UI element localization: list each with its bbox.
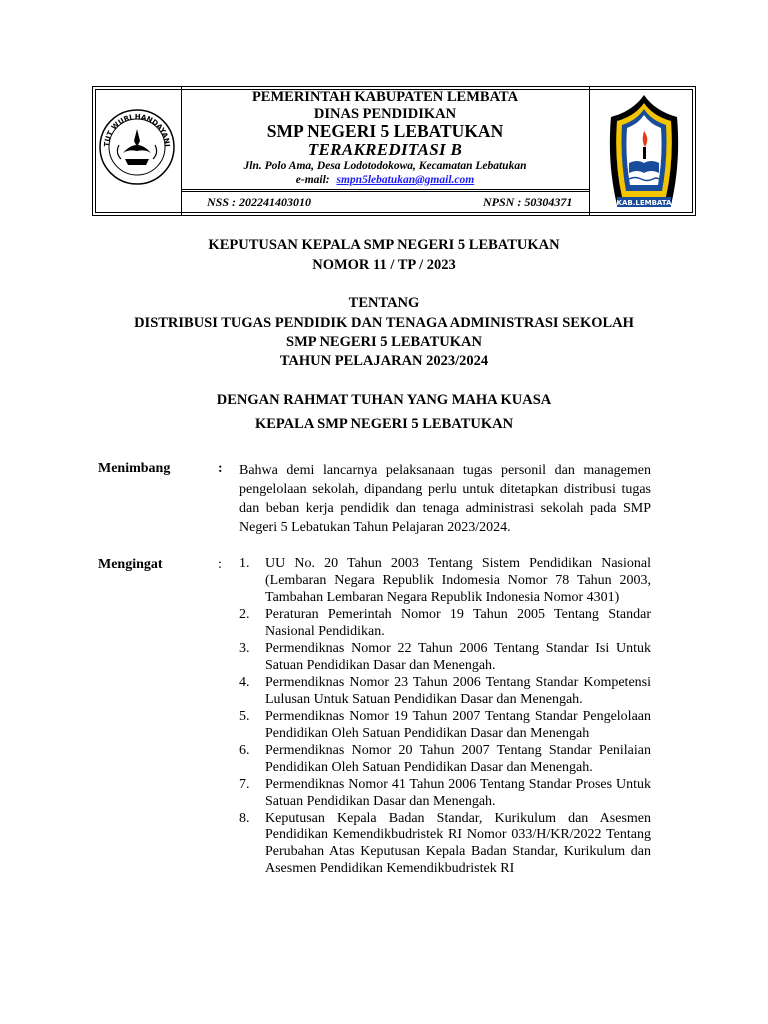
nss-number: NSS : 202241403010 (207, 195, 312, 209)
letterhead-rule (181, 189, 589, 190)
list-item-text: Keputusan Kepala Badan Standar, Kurikulum dan Asesmen Pendidikan Kemendikbudristek RI Nomor 033/H/KR/2022 Tentang Perubahan Atas Keputusan Kepala Badan Standar, Kurikulum dan Asesmen Pendidikan Kemendikbudristek RI (265, 810, 651, 877)
email-label: e-mail: (295, 174, 330, 186)
list-item (239, 607, 651, 641)
list-item (239, 777, 651, 811)
decree-title: KEPUTUSAN KEPALA SMP NEGERI 5 LEBATUKAN (208, 237, 560, 253)
list-item-text: Permendiknas Nomor 22 Tahun 2006 Tentang Standar Isi Untuk Satuan Pendidikan Dasar dan Menengah. (265, 640, 651, 673)
menimbang-text: Bahwa demi lancarnya pelaksanaan tugas personil dan managemen pengelolaan sekolah, dipandang perlu untuk ditetapkan distribusi tugas dan beban kerja pendidik dan tenaga administrasi sekolah pada SMP Negeri 5 Lebatukan Tahun Pelajaran 2023/2024. (239, 463, 651, 535)
letterhead (92, 86, 696, 216)
left-logo-text: TUT WURI HANDAYANI (102, 112, 172, 148)
head-title: KEPALA SMP NEGERI 5 LEBATUKAN (254, 416, 514, 432)
menimbang-label: Menimbang (98, 461, 171, 476)
list-item-text: Permendiknas Nomor 41 Tahun 2006 Tentang Standar Proses Untuk Satuan Pendidikan Dasar dan Menengah. (265, 776, 651, 809)
list-item-number: 2. (239, 606, 250, 622)
npsn-number: NPSN : 50304371 (483, 195, 573, 209)
list-item (239, 641, 651, 675)
list-item (239, 811, 651, 878)
right-logo-text: KAB.LEMBATA (616, 199, 672, 207)
list-item (239, 675, 651, 709)
mengingat-colon: : (218, 557, 222, 572)
mengingat-label: Mengingat (98, 557, 163, 572)
school-address: Jln. Polo Ama, Desa Lodotodokowa, Kecamatan Lebatukan (243, 160, 527, 172)
government-name: PEMERINTAH KABUPATEN LEMBATA (251, 89, 519, 105)
department-name: DINAS PENDIDIKAN (313, 106, 457, 122)
letterhead-rule-double (181, 191, 589, 192)
list-item-number: 4. (239, 674, 250, 690)
menimbang-colon: : (218, 461, 223, 476)
list-item-number: 3. (239, 640, 250, 656)
email-link[interactable]: smpn5lebatukan@gmail.com (336, 174, 475, 186)
list-item (239, 556, 651, 606)
list-item-number: 8. (239, 810, 250, 826)
list-item-number: 7. (239, 776, 250, 792)
decree-subject-line1: DISTRIBUSI TUGAS PENDIDIK DAN TENAGA ADMINISTRASI SEKOLAH (134, 315, 634, 331)
list-item-number: 6. (239, 742, 250, 758)
list-item-text: Permendiknas Nomor 19 Tahun 2007 Tentang Standar Pengelolaan Pendidikan Oleh Satuan Pendidikan Dasar dan Menengah (265, 708, 651, 741)
school-name: SMP NEGERI 5 LEBATUKAN (266, 121, 504, 141)
decree-about: TENTANG (348, 295, 420, 311)
decree-number: NOMOR 11 / TP / 2023 (312, 257, 456, 273)
list-item-number: 5. (239, 708, 250, 724)
list-item-text: Permendiknas Nomor 23 Tahun 2006 Tentang Standar Kompetensi Lulusan Untuk Satuan Pendidikan Dasar dan Menengah. (265, 674, 651, 707)
list-item-text: Permendiknas Nomor 20 Tahun 2007 Tentang Standar Penilaian Pendidikan Oleh Satuan Pendidikan Dasar dan Menengah. (265, 742, 651, 775)
decree-subject-line2: SMP NEGERI 5 LEBATUKAN (286, 334, 482, 350)
letterhead-divider-right (589, 87, 590, 215)
list-item (239, 709, 651, 743)
mengingat-list (239, 556, 651, 878)
list-item-number: 1. (239, 556, 250, 571)
blessing-line: DENGAN RAHMAT TUHAN YANG MAHA KUASA (216, 392, 552, 408)
list-item-text: Peraturan Pemerintah Nomor 19 Tahun 2005 Tentang Standar Nasional Pendidikan. (265, 606, 651, 639)
tut-wuri-handayani-logo (97, 107, 177, 187)
accreditation: TERAKREDITASI B (307, 140, 463, 159)
list-item-text: UU No. 20 Tahun 2003 Tentang Sistem Pendidikan Nasional (Lembaran Negara Republik Indomesia Nomor 78 Tahun 2003, Tambahan Lembaran Negara Republik Indonesia Nomor 4301) (265, 556, 651, 605)
kabupaten-lembata-logo (605, 93, 683, 211)
email-line (181, 174, 589, 186)
decree-subject-line3: TAHUN PELAJARAN 2023/2024 (279, 353, 489, 369)
list-item (239, 743, 651, 777)
